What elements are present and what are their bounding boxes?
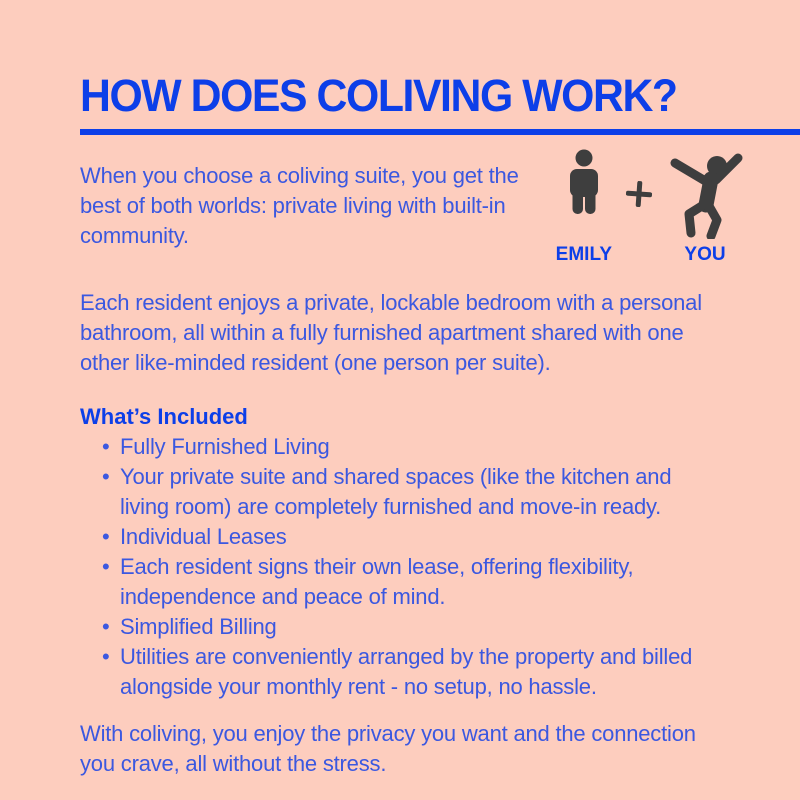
person-you <box>666 149 744 266</box>
person-label-you: YOU <box>684 244 726 265</box>
people-illustration <box>556 149 744 266</box>
intro-paragraph: When you choose a coliving suite, you get the best of both worlds: private living with built-in community. <box>80 163 519 248</box>
outro-paragraph: With coliving, you enjoy the privacy you want and the connection you crave, all without the stress. <box>80 721 696 776</box>
list-item: • Individual Leases <box>102 522 720 552</box>
included-heading: What’s Included <box>80 404 248 429</box>
jumping-person-icon <box>666 149 744 239</box>
standing-person-icon <box>565 149 603 239</box>
list-item: • Each resident signs their own lease, offering flexibility, independence and peace of mind. <box>102 552 720 612</box>
included-list <box>80 432 720 702</box>
content <box>0 161 800 779</box>
list-item: • Utilities are conveniently arranged by the property and billed alongside your monthly rent - no setup, no hassle. <box>102 642 720 702</box>
page-title: HOW DOES COLIVING WORK? <box>80 70 677 121</box>
details-paragraph: Each resident enjoys a private, lockable bedroom with a personal bathroom, all within a fully furnished apartment shared with one other like-minded resident (one person per suite). <box>80 290 702 375</box>
list-item: • Your private suite and shared spaces (like the kitchen and living room) are completely furnished and move-in ready. <box>102 462 720 522</box>
person-label-emily: EMILY <box>555 244 612 265</box>
plus-icon <box>626 181 652 207</box>
list-item: • Simplified Billing <box>102 612 720 642</box>
list-item: • Fully Furnished Living <box>102 432 720 462</box>
header <box>80 70 800 135</box>
intro-row <box>80 161 726 266</box>
person-emily <box>556 149 612 266</box>
